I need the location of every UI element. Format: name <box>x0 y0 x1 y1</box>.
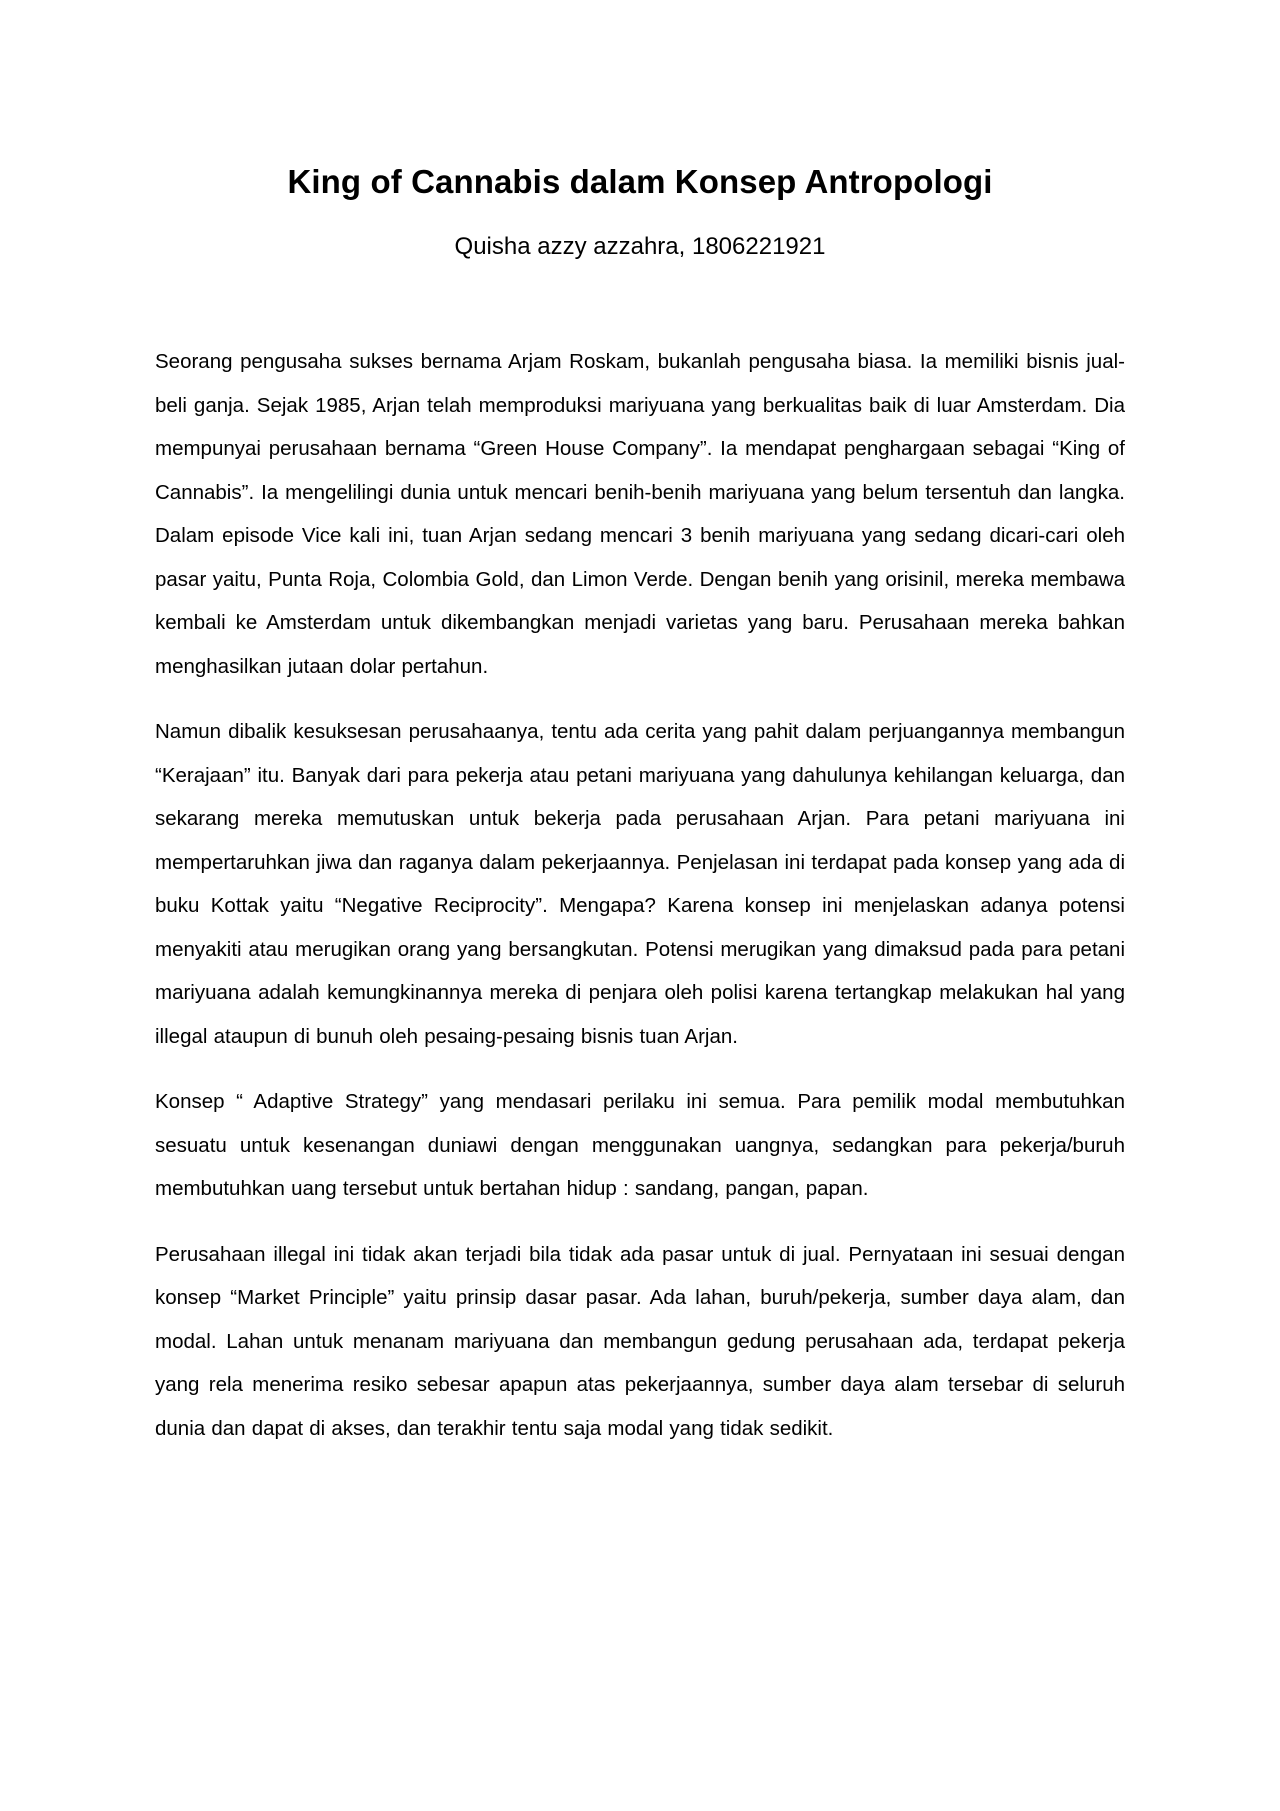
paragraph-4: Perusahaan illegal ini tidak akan terjadi bila tidak ada pasar untuk di jual. Pernyataan ini sesuai dengan konsep “Market Principle” yaitu prinsip dasar pasar. Ada lahan, buruh/pekerja, sumber daya alam, dan modal. Lahan untuk menanam mariyuana dan membangun gedung perusahaan ada, terdapat pekerja yang rela menerima resiko sebesar apapun atas pekerjaannya, sumber daya alam tersebar di seluruh dunia dan dapat di akses, dan terakhir tentu saja modal yang tidak sedikit. <box>155 1242 1125 1440</box>
document-author: Quisha azzy azzahra, 1806221921 <box>454 233 826 260</box>
paragraph-2: Namun dibalik kesuksesan perusahaanya, tentu ada cerita yang pahit dalam perjuangannya membangun “Kerajaan” itu. Banyak dari para pekerja atau petani mariyuana yang dahulunya kehilangan keluarga, dan sekarang mereka memutuskan untuk bekerja pada perusahaan Arjan. Para petani mariyuana ini mempertaruhkan jiwa dan raganya dalam pekerjaannya. Penjelasan ini terdapat pada konsep yang ada di buku Kottak yaitu “Negative Reciprocity”. Mengapa? Karena konsep ini menjelaskan adanya potensi menyakiti atau merugikan orang yang bersangkutan. Potensi merugikan yang dimaksud pada para petani mariyuana adalah kemungkinannya mereka di penjara oleh polisi karena tertangkap melakukan hal yang illegal ataupun di bunuh oleh pesaing-pesaing bisnis tuan Arjan. <box>155 720 1125 1048</box>
document-body <box>155 340 1125 1450</box>
paragraph-1: Seorang pengusaha sukses bernama Arjam Roskam, bukanlah pengusaha biasa. Ia memiliki bisnis jual-beli ganja. Sejak 1985, Arjan telah memproduksi mariyuana yang berkualitas baik di luar Amsterdam. Dia mempunyai perusahaan bernama “Green House Company”. Ia mendapat penghargaan sebagai “King of Cannabis”. Ia mengelilingi dunia untuk mencari benih-benih mariyuana yang belum tersentuh dan langka. Dalam episode Vice kali ini, tuan Arjan sedang mencari 3 benih mariyuana yang sedang dicari-cari oleh pasar yaitu, Punta Roja, Colombia Gold, dan Limon Verde. Dengan benih yang orisinil, mereka membawa kembali ke Amsterdam untuk dikembangkan menjadi varietas yang baru. Perusahaan mereka bahkan menghasilkan jutaan dolar pertahun. <box>155 350 1125 678</box>
document-title: King of Cannabis dalam Konsep Antropologi <box>287 163 993 200</box>
paragraph-3: Konsep “ Adaptive Strategy” yang mendasari perilaku ini semua. Para pemilik modal membutuhkan sesuatu untuk kesenangan duniawi dengan menggunakan uangnya, sedangkan para pekerja/buruh membutuhkan uang tersebut untuk bertahan hidup : sandang, pangan, papan. <box>155 1090 1125 1200</box>
